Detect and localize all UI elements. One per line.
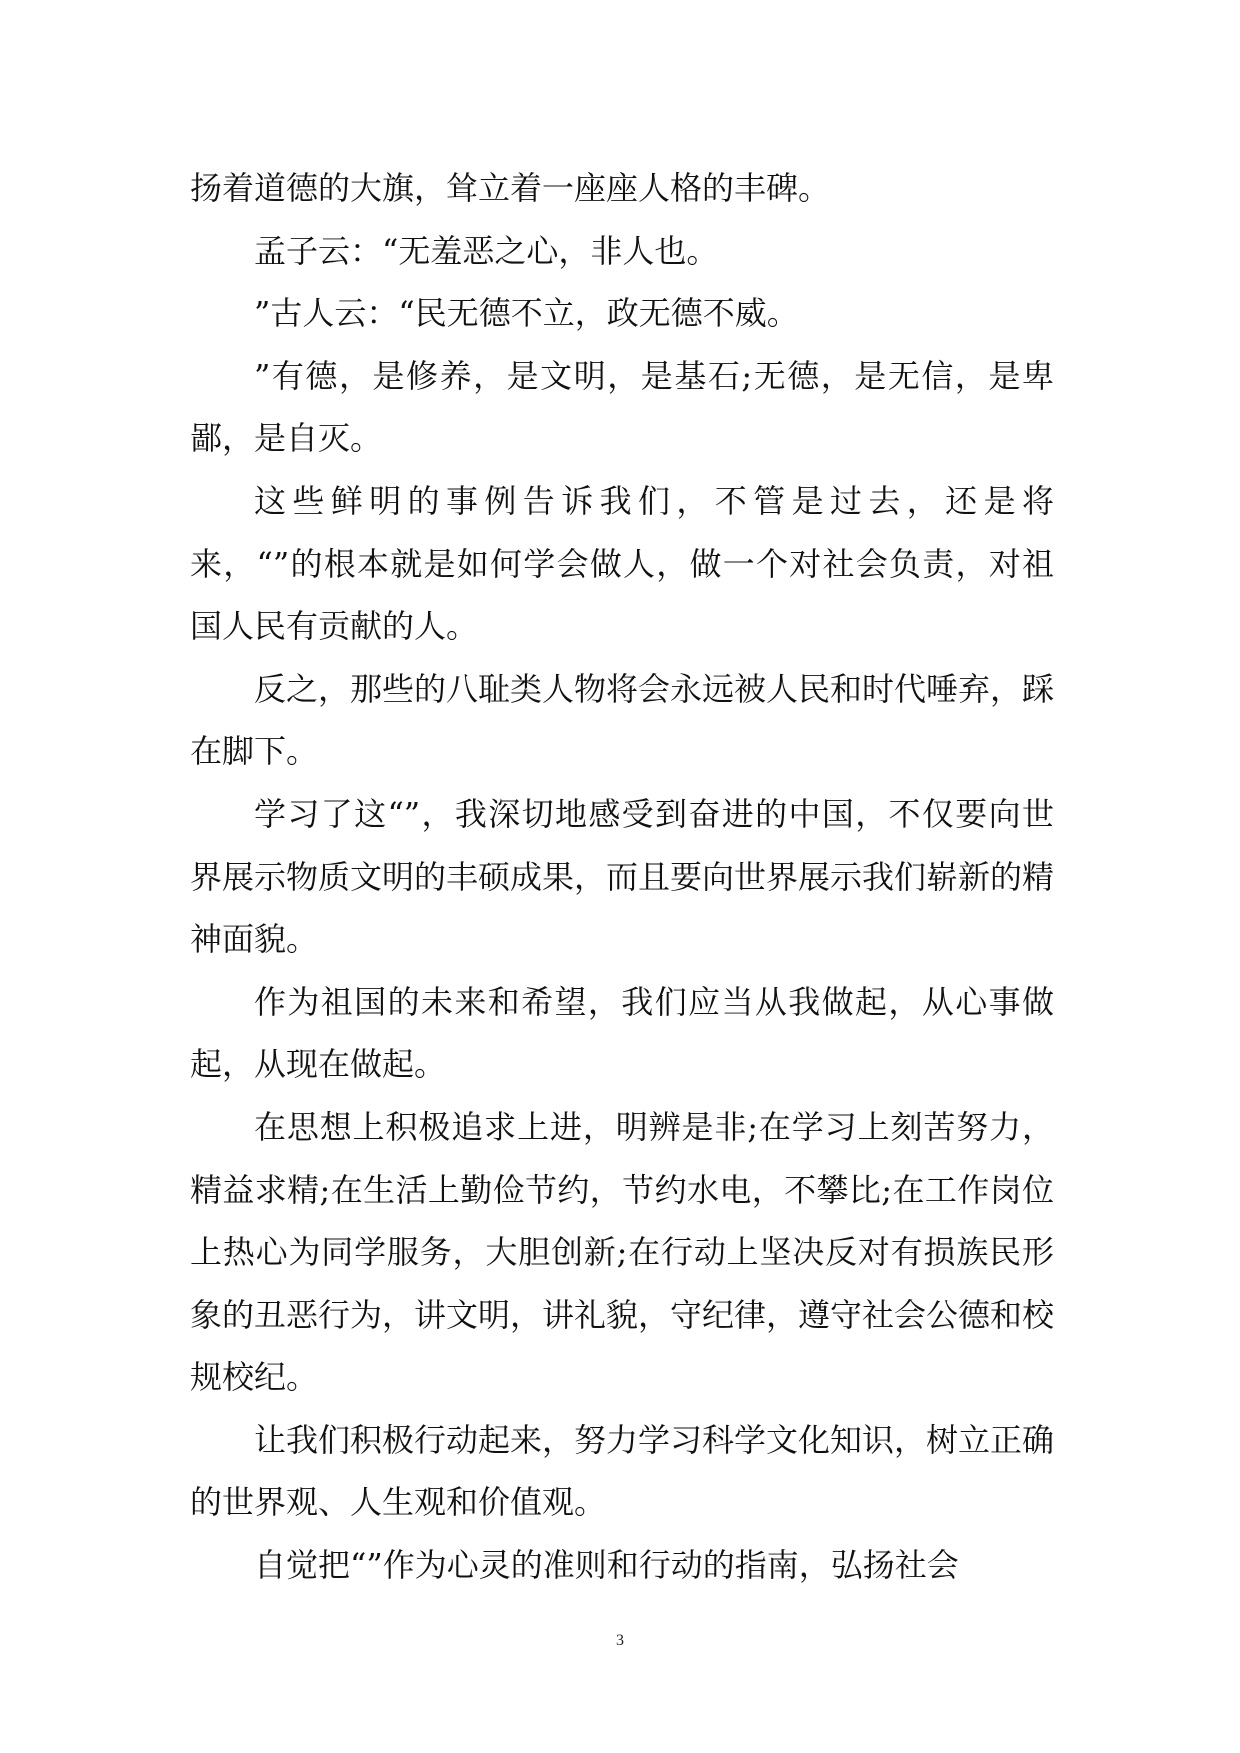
paragraph-virtue: ”有德，是修养，是文明，是基石;无德，是无信，是卑鄙，是自灭。 bbox=[190, 356, 1054, 458]
paragraph-continuation: 扬着道德的大旗，耸立着一座座人格的丰碑。 bbox=[190, 169, 831, 207]
paragraph-future: 作为祖国的未来和希望，我们应当从我做起，从心事做起，从现在做起。 bbox=[190, 982, 1054, 1084]
paragraph-guideline: 自觉把“”作为心灵的准则和行动的指南，弘扬社会 bbox=[254, 1546, 959, 1585]
document-body bbox=[190, 157, 1054, 1597]
paragraph-action: 让我们积极行动起来，努力学习科学文化知识，树立正确的世界观、人生观和价值观。 bbox=[190, 1420, 1055, 1522]
paragraph-conduct: 在思想上积极追求上进，明辨是非;在学习上刻苦努力，精益求精;在生活上勤俭节约，节约水电，不攀比;在工作岗位上热心为同学服务，大胆创新;在行动上坚决反对有损族民形象的丑恶行为，讲文明，讲礼貌，守纪律，遵守社会公德和校规校纪。 bbox=[190, 1107, 1055, 1397]
paragraph-ancient-quote: ”古人云：“民无德不立，政无德不威。 bbox=[254, 294, 799, 333]
paragraph-mencius-quote: 孟子云：“无羞恶之心，非人也。 bbox=[254, 231, 719, 270]
paragraph-conversely: 反之，那些的八耻类人物将会永远被人民和时代唾弃，踩在脚下。 bbox=[190, 669, 1055, 771]
paragraph-learning: 学习了这“”，我深切地感受到奋进的中国，不仅要向世界展示物质文明的丰硕成果，而且要向世界展示我们崭新的精神面貌。 bbox=[190, 794, 1055, 959]
paragraph-examples: 这些鲜明的事例告诉我们，不管是过去，还是将来，“”的根本就是如何学会做人，做一个对社会负责，对祖国人民有贡献的人。 bbox=[190, 481, 1054, 646]
page-number: 3 bbox=[616, 1632, 624, 1649]
